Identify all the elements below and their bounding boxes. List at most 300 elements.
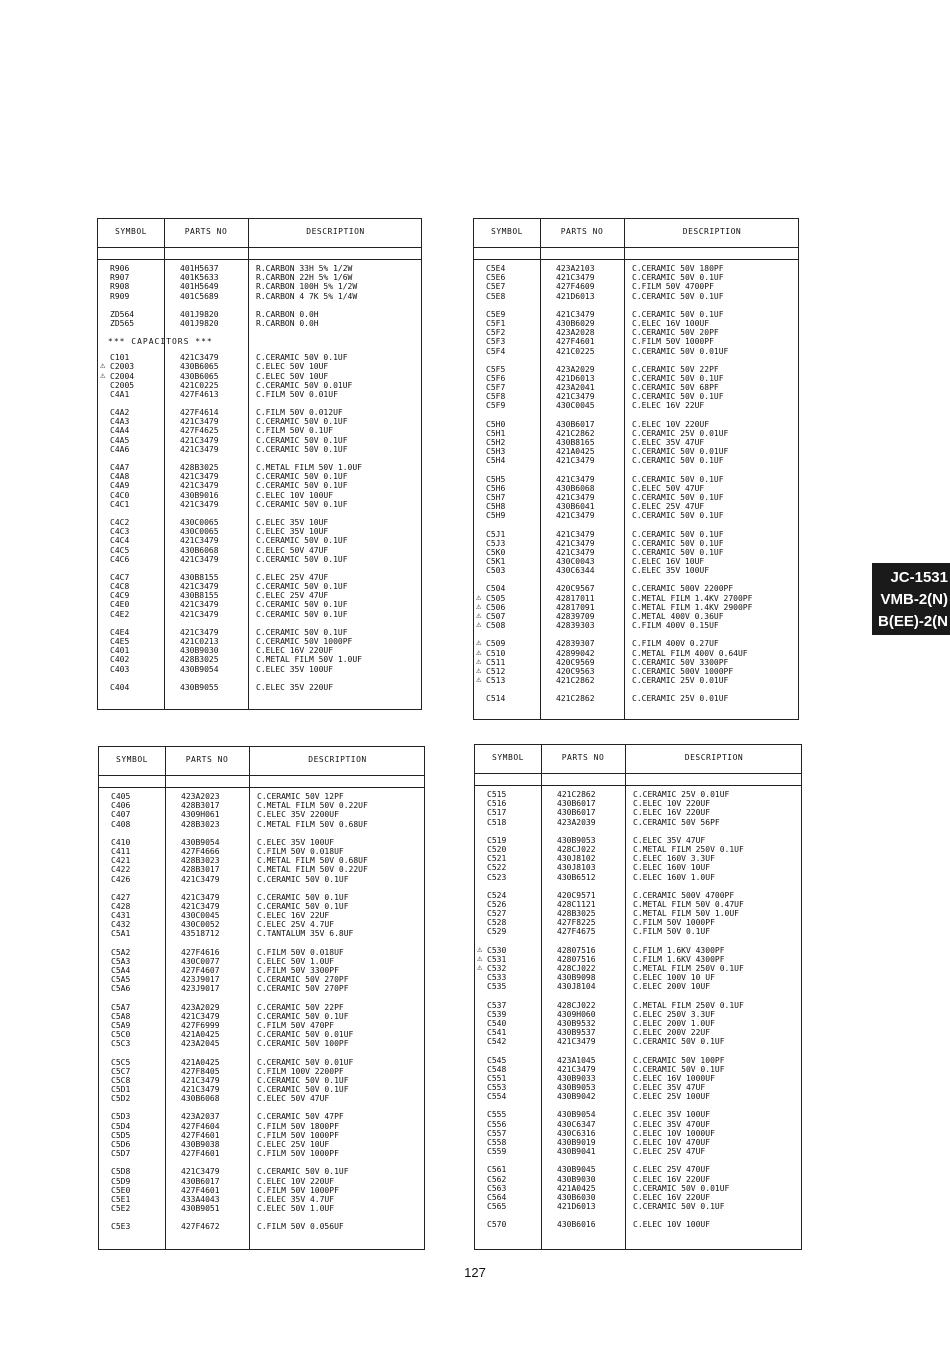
table-row [474,420,798,429]
symbol-cell: C5J3 [486,538,506,548]
row-group [474,475,798,521]
description-cell: C.FILM 50V 1000PF [633,918,715,928]
symbol-cell: C405 [111,792,131,801]
symbol-cell: C5K1 [486,557,506,567]
description-cell: C.CERAMIC 50V 0.1UF [256,435,348,445]
row-group [98,683,421,692]
symbol-cell: C4A8 [110,472,130,482]
symbol-cell: C553 [487,1083,507,1093]
symbol-cell: C5H4 [486,456,506,466]
symbol-cell: C5F9 [486,401,506,411]
symbol-cell: C4A9 [110,481,130,491]
parts-no-cell: 421C0225 [556,346,595,356]
table-row [98,555,421,564]
table-row [475,808,801,817]
symbol-cell: C2005 [110,380,135,390]
table-row [474,621,798,630]
description-cell: C.CERAMIC 50V 0.01UF [257,1030,354,1040]
description-cell: C.CERAMIC 50V 180PF [632,264,724,273]
parts-no-cell: 421C3479 [556,492,595,502]
parts-no-cell: 421C3479 [556,529,595,539]
row-group [99,1003,424,1049]
parts-no-cell: 423A2037 [181,1112,220,1122]
symbol-cell: C5F3 [486,337,506,347]
table-row [98,665,421,674]
symbol-cell: C521 [487,854,507,864]
description-cell: C.CERAMIC 50V 0.01UF [256,380,353,390]
description-cell: C.ELEC 16V 220UF [256,646,334,656]
symbol-cell: C5C3 [111,1039,131,1049]
description-cell: C.CERAMIC 50V 0.1UF [256,536,348,546]
parts-no-cell: 427F4672 [181,1222,220,1232]
description-cell: C.CERAMIC 500V 4700PF [633,890,735,900]
parts-no-cell: 421C3479 [181,1075,220,1085]
symbol-cell: C407 [111,810,131,820]
parts-no-cell: 430B6016 [557,1220,596,1230]
parts-no-cell: 430B9042 [557,1092,596,1102]
parts-no-cell: 421C3479 [181,901,220,911]
table-header [474,219,798,248]
table-row [99,1204,424,1213]
description-cell: C.TANTALUM 35V 6.8UF [257,929,354,939]
description-cell: C.ELEC 16V 22UF [257,911,330,921]
table-row [98,472,421,481]
description-cell: C.CERAMIC 50V 0.1UF [632,373,724,383]
symbol-cell: C527 [487,909,507,919]
symbol-cell: C422 [111,865,131,875]
symbol-cell: C5H5 [486,474,506,484]
safety-warning-icon: ⚠ [476,638,482,649]
table-row [98,353,421,362]
parts-no-cell: 421C3479 [180,582,219,592]
description-cell: C.ELEC 25V 4.7UF [257,920,335,930]
symbol-cell: C402 [110,655,130,665]
description-cell: C.ELEC 160V 1.0UF [633,872,715,882]
table-row [475,1120,801,1129]
symbol-cell: C522 [487,863,507,873]
table-row [99,1067,424,1076]
description-cell: C.ELEC 25V 47UF [632,502,705,512]
parts-no-cell: 421C3479 [180,536,219,546]
parts-no-cell: 421C3479 [556,547,595,557]
parts-no-cell: 430C0065 [180,527,219,537]
description-cell: C.ELEC 10V 220UF [257,1176,335,1186]
symbol-cell: C5H8 [486,502,506,512]
row-group [474,365,798,411]
description-cell: C.ELEC 50V 47UF [257,1094,330,1104]
header-symbol: SYMBOL [116,755,148,764]
parts-no-cell: 430J8102 [557,854,596,864]
symbol-cell: C406 [111,801,131,811]
table-row [99,1140,424,1149]
symbol-cell: C4E4 [110,627,130,637]
symbol-cell: C5A1 [111,929,131,939]
symbol-cell: C4A3 [110,417,130,427]
parts-no-cell: 430C6316 [557,1128,596,1138]
description-cell: C.ELEC 35V 100UF [633,1110,711,1120]
symbol-cell: C404 [110,682,130,692]
table-row [98,546,421,555]
description-cell: C.METAL FILM 250V 0.1UF [633,1000,744,1010]
table-row [474,319,798,328]
parts-no-cell: 421C3479 [181,1167,220,1177]
symbol-cell: C5F5 [486,364,506,374]
row-group [475,1220,801,1229]
table-row [474,264,798,273]
description-cell: C.ELEC 35V 47UF [632,438,705,447]
parts-no-cell: 421C2862 [556,676,595,686]
table-row [474,548,798,557]
parts-no-cell: 430B9537 [557,1028,596,1038]
table-row [474,557,798,566]
parts-no-cell: 430B9016 [180,490,219,500]
parts-no-cell: 43518712 [181,929,220,939]
parts-no-cell: 428C1121 [557,899,596,909]
symbol-cell: C5A2 [111,947,131,957]
table-row [99,957,424,966]
symbol-cell: C506 [486,602,506,612]
description-cell: C.CERAMIC 50V 0.1UF [257,1011,349,1021]
parts-no-cell: 430B6065 [180,362,219,372]
symbol-cell: C515 [487,790,507,799]
parts-no-cell: 421C3479 [180,627,219,637]
table-row [474,447,798,456]
parts-no-cell: 427F8225 [557,918,596,928]
table-row [475,973,801,982]
table-row [475,1165,801,1174]
table-row [475,1010,801,1019]
table-row [99,865,424,874]
table-row [98,310,421,319]
table-row [98,390,421,399]
parts-no-cell: 430B9054 [557,1110,596,1120]
table-row [98,582,421,591]
symbol-cell: C5F2 [486,328,506,338]
description-cell: C.ELEC 16V 220UF [633,1192,711,1202]
parts-no-cell: 421C3479 [180,600,219,610]
row-group [98,463,421,509]
table-row [474,292,798,301]
symbol-cell: C5C5 [111,1057,131,1067]
parts-no-cell: 4309H060 [557,1009,596,1019]
description-cell: C.CERAMIC 50V 0.1UF [257,1075,349,1085]
table-row [475,1056,801,1065]
parts-no-cell: 421C3479 [180,417,219,427]
symbol-cell: C510 [486,648,506,658]
symbol-cell: C554 [487,1092,507,1102]
description-cell: C.CERAMIC 25V 0.01UF [632,428,729,438]
parts-no-cell: 427F4613 [180,389,219,399]
parts-no-cell: 430B9033 [557,1073,596,1083]
symbol-cell: ZD565 [110,318,135,328]
parts-no-cell: 427F4601 [556,337,595,347]
symbol-cell: C562 [487,1174,507,1184]
parts-no-cell: 421C3479 [556,511,595,521]
table-row [474,347,798,356]
table-row [98,518,421,527]
parts-no-cell: 401K5633 [180,273,219,283]
parts-no-cell: 430B9030 [557,1174,596,1184]
symbol-cell: C548 [487,1064,507,1074]
symbol-cell: C559 [487,1147,507,1157]
table-row [98,481,421,490]
table-row [99,1012,424,1021]
row-group [474,264,798,301]
description-cell: C.METAL FILM 1.4KV 2700PF [632,593,753,603]
header-parts-no: PARTS NO [561,753,605,762]
description-cell: C.FILM 50V 0.01UF [256,389,338,399]
safety-warning-icon: ⚠ [476,620,482,631]
table-row [98,292,421,301]
symbol-cell: C540 [487,1018,507,1028]
symbol-cell: C5E9 [486,309,506,319]
symbol-cell: R907 [110,273,130,283]
description-cell: C.CERAMIC 50V 0.1UF [256,472,348,482]
parts-no-cell: 427F4675 [557,927,596,937]
symbol-cell: C542 [487,1037,507,1047]
symbol-cell: C4A2 [110,408,130,418]
description-cell: C.FILM 50V 0.1UF [256,426,334,436]
row-group [98,310,421,328]
description-cell: C.ELEC 100V 10 UF [633,973,715,983]
parts-no-cell: 430B6017 [557,799,596,809]
parts-no-cell: 423A2028 [556,328,595,338]
table-row [475,1184,801,1193]
table-row [98,408,421,417]
table-row [474,310,798,319]
description-cell: C.CERAMIC 50V 0.1UF [632,547,724,557]
description-cell: C.ELEC 10V 220UF [632,419,710,429]
symbol-cell: C5E2 [111,1204,131,1214]
table-row [474,594,798,603]
row-group [475,790,801,827]
table-row [98,600,421,609]
symbol-cell: C5H3 [486,447,506,457]
description-cell: C.ELEC 16V 22UF [632,401,705,411]
description-cell: C.ELEC 25V 100UF [633,1092,711,1102]
description-cell: C.CERAMIC 50V 0.01UF [257,1057,354,1067]
table-header [98,219,421,248]
description-cell: C.CERAMIC 50V 0.1UF [256,582,348,592]
table-row [474,337,798,346]
description-cell: C.CERAMIC 50V 20PF [632,328,719,338]
parts-no-cell: 430B9030 [180,646,219,656]
parts-no-cell: 427F4666 [181,846,220,856]
symbol-cell: C533 [487,973,507,983]
table-row [98,683,421,692]
parts-no-cell: 430B8155 [180,591,219,601]
parts-no-cell: 430B9051 [181,1204,220,1214]
header-description: DESCRIPTION [684,753,744,762]
description-cell: C.FILM 400V 0.27UF [632,639,719,649]
table-row [475,964,801,973]
parts-no-cell: 421C3479 [180,444,219,454]
description-cell: C.FILM 50V 4700PF [632,282,714,292]
parts-no-cell: 427F4601 [181,1130,220,1140]
parts-table-2 [473,218,799,720]
symbol-cell: C537 [487,1000,507,1010]
parts-no-cell: 428B3025 [180,463,219,472]
table-row [99,1058,424,1067]
symbol-cell: C519 [487,835,507,845]
parts-no-cell: 421C3479 [181,874,220,884]
symbol-cell: C541 [487,1028,507,1038]
row-group [474,530,798,576]
symbol-cell: C4C4 [110,536,130,546]
description-cell: C.ELEC 35V 10UF [256,517,329,527]
parts-no-cell: 421C2862 [557,790,596,799]
description-cell: C.ELEC 35V 100UF [632,566,710,576]
parts-no-cell: 427F4625 [180,426,219,436]
parts-no-cell: 42817011 [556,593,595,603]
description-cell: C.FILM 50V 3300PF [257,966,339,975]
symbol-cell: C4C7 [110,572,130,582]
header-description: DESCRIPTION [682,227,742,236]
parts-no-cell: 430B9019 [557,1138,596,1147]
header-symbol: SYMBOL [115,227,147,236]
row-group [474,420,798,466]
description-cell: C.ELEC 16V 1000UF [633,1073,715,1083]
capacitors-section-title: *** CAPACITORS *** [108,337,213,347]
symbol-cell: C401 [110,646,130,656]
symbol-cell: C513 [486,676,506,686]
table-row [474,273,798,282]
description-cell: C.FILM 50V 1000PF [257,1185,339,1195]
symbol-cell: C5E0 [111,1185,131,1195]
symbol-cell: C514 [486,694,506,704]
parts-no-cell: 401J9820 [180,309,219,319]
symbol-cell: C561 [487,1165,507,1175]
table-row [475,799,801,808]
description-cell: C.ELEC 250V 3.3UF [633,1009,715,1019]
symbol-cell: C5A3 [111,956,131,966]
description-cell: R.CARBON 0.0H [256,309,319,319]
symbol-cell: C5D2 [111,1094,131,1104]
parts-no-cell: 427F6999 [181,1020,220,1030]
symbol-cell: C4E5 [110,637,130,646]
table-row [474,649,798,658]
parts-no-cell: 430B9054 [181,837,220,847]
description-cell: C.ELEC 10V 100UF [633,1220,711,1230]
parts-no-cell: 421C3479 [557,1064,596,1074]
table-row [474,603,798,612]
table-row [98,319,421,328]
table-row [474,502,798,511]
table-row [98,573,421,582]
symbol-cell: C5A6 [111,984,131,994]
row-group [98,518,421,564]
parts-no-cell: 430B6030 [557,1192,596,1202]
parts-no-cell: 427F4609 [556,282,595,292]
table-row [99,1222,424,1231]
symbol-cell: C564 [487,1192,507,1202]
table-row [99,966,424,975]
description-cell: C.METAL FILM 50V 0.47UF [633,899,744,909]
description-cell: C.CERAMIC 50V 0.01UF [632,346,729,356]
table-row [99,847,424,856]
parts-no-cell: 421C3479 [180,609,219,619]
row-group [475,1056,801,1102]
description-cell: C.CERAMIC 50V 0.1UF [256,353,348,363]
symbol-cell: C4C1 [110,499,130,509]
symbol-cell: R906 [110,264,130,273]
symbol-cell: C535 [487,982,507,992]
description-cell: C.CERAMIC 50V 0.1UF [633,1037,725,1047]
safety-warning-icon: ⚠ [476,592,482,603]
description-cell: C.ELEC 35V 2200UF [257,810,339,820]
safety-warning-icon: ⚠ [100,361,106,372]
symbol-cell: C556 [487,1119,507,1129]
parts-no-cell: 430B6017 [557,808,596,818]
table-row [475,1175,801,1184]
table-row [98,273,421,282]
parts-no-cell: 423A2045 [181,1039,220,1049]
symbol-cell: C524 [487,890,507,900]
header-description: DESCRIPTION [306,227,365,236]
symbol-cell: C431 [111,911,131,921]
parts-no-cell: 430J8104 [557,982,596,992]
description-cell: C.CERAMIC 50V 0.1UF [632,529,724,539]
parts-no-cell: 428B3023 [181,819,220,829]
row-group [99,1167,424,1213]
table-row [98,646,421,655]
symbol-cell: C530 [487,945,507,955]
parts-no-cell: 428CJ022 [557,844,596,854]
description-cell: C.CERAMIC 50V 47PF [257,1112,344,1122]
row-group [98,264,421,301]
parts-no-cell: 423A2029 [181,1002,220,1012]
table-row [474,456,798,465]
description-cell: C.CERAMIC 50V 100PF [633,1055,725,1065]
table-body [475,785,801,1249]
description-cell: C.FILM 1.6KV 4300PF [633,945,725,955]
symbol-cell: C5A9 [111,1020,131,1030]
row-group [475,836,801,882]
parts-no-cell: 430C0052 [181,920,220,930]
symbol-cell: C5D6 [111,1140,131,1149]
symbol-cell: C551 [487,1073,507,1083]
table-row [99,1186,424,1195]
description-cell: C.CERAMIC 50V 0.1UF [257,874,349,884]
parts-no-cell: 430B6041 [556,502,595,512]
table-row [99,1003,424,1012]
table-row [475,1193,801,1202]
description-cell: C.CERAMIC 50V 0.1UF [633,1202,725,1212]
table-row [475,854,801,863]
parts-no-cell: 430B9055 [180,682,219,692]
symbol-cell: R908 [110,282,130,292]
symbol-cell: C5A5 [111,975,131,985]
parts-no-cell: 430B9054 [180,664,219,674]
symbol-cell: C5H6 [486,483,506,493]
symbol-cell: C5H1 [486,428,506,438]
table-row [98,491,421,500]
row-group [99,1112,424,1158]
description-cell: C.CERAMIC 50V 12PF [257,792,344,801]
table-row [99,920,424,929]
parts-no-cell: 430B9532 [557,1018,596,1028]
parts-no-cell: 420C9569 [556,657,595,667]
description-cell: C.CERAMIC 50V 0.1UF [256,417,348,427]
safety-warning-icon: ⚠ [477,963,483,973]
parts-no-cell: 421A0425 [181,1057,220,1067]
table-row [474,429,798,438]
description-cell: C.CERAMIC 50V 0.1UF [256,600,348,610]
table-row [98,282,421,291]
symbol-cell: C5F4 [486,346,506,356]
table-row [475,1074,801,1083]
symbol-cell: C5E4 [486,264,506,273]
